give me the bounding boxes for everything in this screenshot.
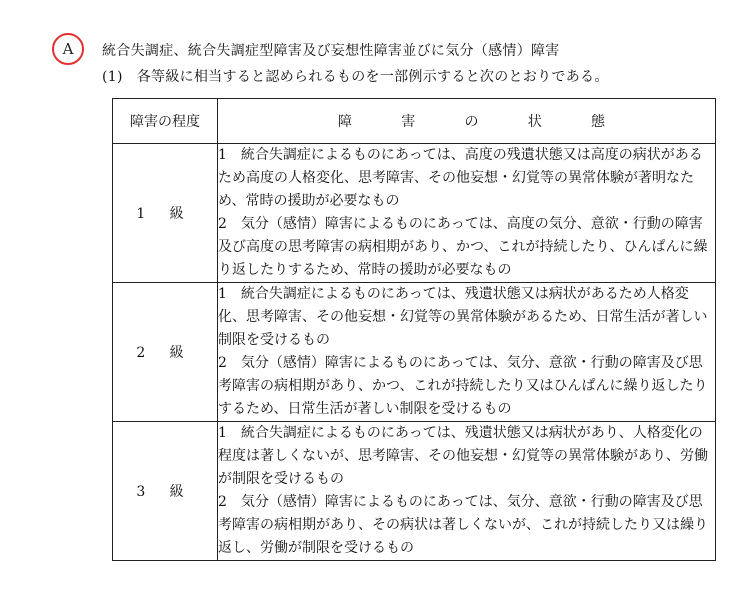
header-degree: 障害の程度: [113, 99, 218, 144]
header-state-label: [218, 111, 715, 131]
table-row: [113, 144, 716, 283]
section-heading: 統合失調症、統合失調症型障害及び妄想性障害並びに気分（感情）障害: [102, 43, 560, 59]
header-state-char: 障: [338, 114, 352, 130]
grade-description: [218, 422, 716, 561]
description-item: 1 統合失調症によるものにあっては、高度の残遺状態又は高度の病状があるため高度の人格変化、思考障害、その他妄想・幻覚等の異常体験が著明なため、常時の援助が必要なもの: [218, 147, 703, 209]
description-item: 2 気分（感情）障害によるものにあっては、気分、意欲・行動の障害及び思考障害の病相期があり、かつ、これが持続したり又はひんぱんに繰り返したりするため、日常生活が著しい制限を受けるもの: [218, 355, 708, 417]
description-item: 2 気分（感情）障害によるものにあっては、高度の気分、意欲・行動の障害及び高度の思考障害の病相期があり、かつ、これが持続したり、ひんぱんに繰り返したりするため、常時の援助が必要なもの: [218, 216, 708, 278]
grade-level: 3 級: [113, 422, 218, 561]
grade-description: [218, 144, 716, 283]
table-row: [113, 422, 716, 561]
grades-table: [112, 98, 716, 561]
grade-level: 1 級: [113, 144, 218, 283]
description-item: 2 気分（感情）障害によるものにあっては、気分、意欲・行動の障害及び思考障害の病相期があり、その病状は著しくないが、これが持続したり又は繰り返し、労働が制限を受けるもの: [218, 494, 708, 556]
header-state-char: 態: [591, 114, 605, 130]
section-badge: [52, 33, 84, 65]
subsection-text: 各等級に相当すると認められるものを一部例示すると次のとおりである。: [136, 69, 609, 85]
header-state-char: の: [464, 114, 479, 130]
subsection-number: (1): [102, 69, 123, 85]
header-state-char: 害: [401, 114, 416, 130]
grade-level: 2 級: [113, 283, 218, 422]
subsection-heading: [102, 66, 609, 86]
table-header-row: [113, 99, 716, 144]
description-item: 1 統合失調症によるものにあっては、残遺状態又は病状があり、人格変化の程度は著しくないが、思考障害、その他妄想・幻覚等の異常体験があり、労働が制限を受けるもの: [218, 425, 708, 487]
table-row: [113, 283, 716, 422]
badge-letter: A: [62, 40, 74, 58]
grade-description: [218, 283, 716, 422]
description-item: 1 統合失調症によるものにあっては、残遺状態又は病状があるため人格変化、思考障害、その他妄想・幻覚等の異常体験があるため、日常生活が著しい制限を受けるもの: [218, 286, 708, 348]
header-state: [218, 99, 716, 144]
header-state-char: 状: [527, 114, 542, 130]
